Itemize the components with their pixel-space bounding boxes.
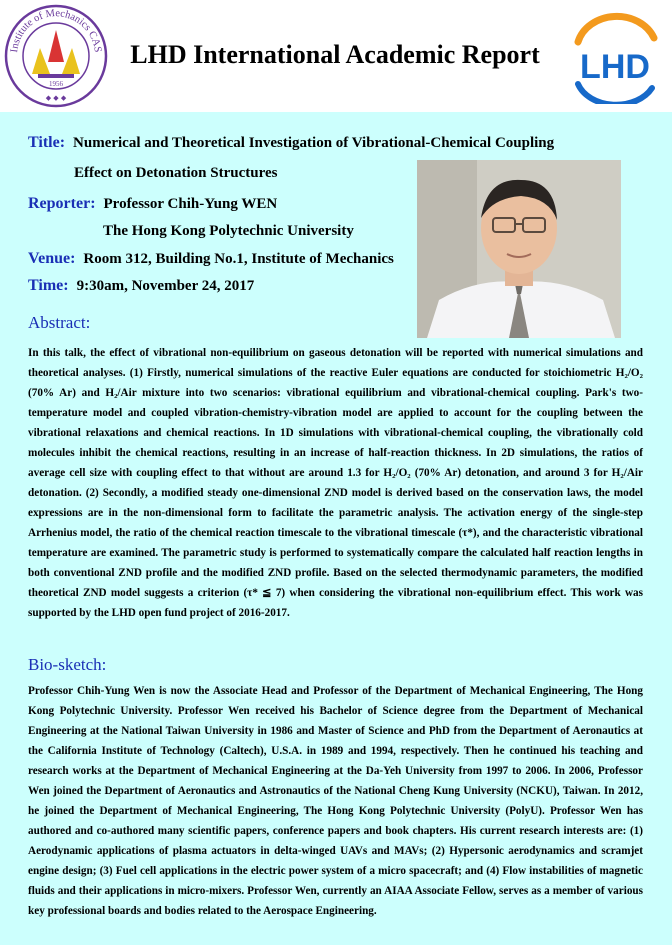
talk-title-line1: Numerical and Theoretical Investigation of Vibrational-Chemical Coupling <box>73 135 555 151</box>
svg-text:LHD: LHD <box>580 48 650 86</box>
time-row <box>28 277 254 295</box>
venue-value: Room 312, Building No.1, Institute of Mechanics <box>83 251 394 267</box>
bio-text: Professor Chih-Yung Wen is now the Associate Head and Professor of the Department of Mechanical Engineering, The Hong Kong Polytechnic University. Professor Wen received his Bachelor of Science degree from the Department of Mechanical Engineering at the National Taiwan University in 1986 and Master of Science and PhD from the Department of Aeronautics at the California Institute of Technology (Caltech), U.S.A. in 1989 and 1994, respectively. Then he continued his teaching and research works at the Department of Mechanical Engineering at the Da-Yeh University from 1997 to 2006. In 2006, Professor Wen joined the Department of Aeronautics and Astronautics of the National Cheng Kung University (NCKU), Taiwan. In 2012, he joined the Department of Mechanical Engineering, The Hong Kong Polytechnic University (PolyU). Professor Wen has authored and co-authored many scientific papers, conference papers and book chapters. His current research interests are: (1) Aerodynamic applications of plasma actuators in delta-winged UAVs and MAVs; (2) Hypersonic aerodynamics and scramjet engine design; (3) Fuel cell applications in the electric power system of a micro spacecraft; and (4) Flow instabilities of magnetic fluids and their applications in micro-mixers. Professor Wen, currently an AIAA Associate Fellow, serves as a member of various key professional boards and bodies related to the Aerospace Engineering. <box>28 685 643 917</box>
title-label: Title: <box>28 134 66 151</box>
report-title: LHD International Academic Report <box>130 40 540 69</box>
venue-label: Venue: <box>28 250 76 267</box>
institute-seal-logo <box>4 4 108 108</box>
title-row <box>28 134 554 152</box>
abstract-text: In this talk, the effect of vibrational non-equilibrium on gaseous detonation will be reported with numerical simulations and theoretical analyses. (1) Firstly, numerical simulations of the reactive Euler equations are conducted for stoichiometric H₂/O₂ (70% Ar) and H₂/Air mixture into two scenarios: vibrational equilibrium and vibrational-chemical coupling. Park's two-temperature model and coupled vibration-chemistry-vibration model are applied to account for the coupling between the vibrational relaxations and chemical reactions. In 1D simulations with vibrational-chemical coupling, the vibrationally cold molecules inhibit the chemical reactions, resulting in an increase of half-reaction thickness. In 2D simulations, the ratios of average cell size with coupling effect to that without are around 1.3 for H₂/O₂ (70% Ar) detonation, and around 3 for H₂/Air detonation. (2) Secondly, a modified steady one-dimensional ZND model is derived based on the conservation laws, the model expressions are in the non-dimensional form to facilitate the parametric analysis. The activation energy of the single-step Arrhenius model, the ratio of the chemical reaction timescale to the vibrational timescale (τ*), and the characteristic vibrational temperature are examined. The parametric study is performed to systematically compare the calculated half reaction lengths in both conventional ZND profile and the modified ZND profile. Based on the selected thermodynamic parameters, the modified theoretical ZND model suggests a criterion (τ* ≦ 7) when considering the vibrational non-equilibrium effect. This work was supported by the LHD open fund project of 2016-2017. <box>28 347 643 619</box>
time-value: 9:30am, November 24, 2017 <box>76 278 255 294</box>
seal-year: 1956 <box>49 80 63 88</box>
time-label: Time: <box>28 277 69 294</box>
bio-heading: Bio-sketch: <box>28 655 107 674</box>
svg-text:◆ ◆ ◆: ◆ ◆ ◆ <box>45 94 67 102</box>
report-header <box>0 0 672 112</box>
abstract-heading: Abstract: <box>28 313 91 332</box>
venue-row <box>28 250 394 268</box>
reporter-affiliation: The Hong Kong Polytechnic University <box>103 223 354 239</box>
reporter-photo <box>417 160 621 338</box>
seal-text: Institute of Mechanics CAS <box>9 8 103 54</box>
reporter-name: Professor Chih-Yung WEN <box>103 196 278 212</box>
reporter-label: Reporter: <box>28 195 96 212</box>
talk-title-line2: Effect on Detonation Structures <box>74 165 278 181</box>
reporter-row <box>28 195 277 213</box>
lhd-logo <box>566 12 664 104</box>
